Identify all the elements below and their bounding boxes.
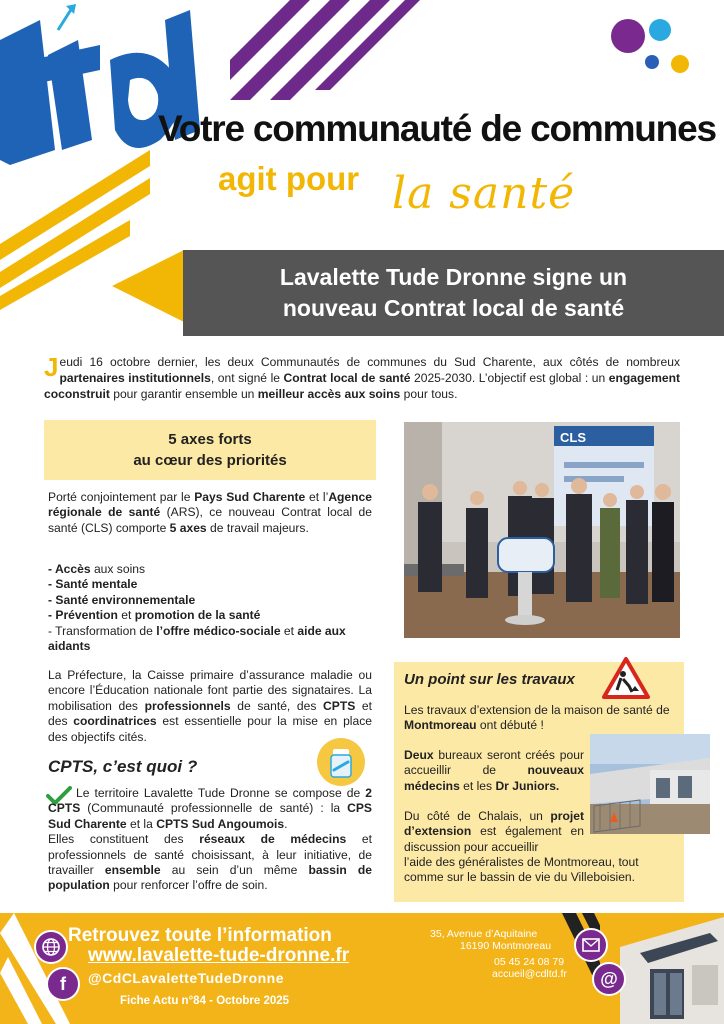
travaux-paragraph-4: l’aide des généralistes de Montmoreau, tout comme sur le bassin de vie du Villeboisien. (404, 855, 639, 885)
list-item: - Santé mentale (48, 577, 138, 592)
banner-line-1: Lavalette Tude Dronne signe un (279, 264, 628, 290)
list-item: - Accès aux soins (48, 562, 146, 576)
purple-stripes (230, 0, 420, 100)
facebook-icon[interactable]: f (46, 967, 80, 1001)
yellow-triangle (112, 250, 184, 322)
envelope-icon (582, 938, 600, 952)
drop-cap: J (44, 352, 59, 382)
axes-title-box (44, 420, 376, 480)
banner-line-2: nouveau Contrat local de santé (282, 295, 625, 321)
decorative-dots (600, 12, 710, 82)
signing-photo (404, 422, 680, 638)
agit-pour-text: agit pour (218, 160, 360, 197)
pill-bottle-icon (316, 737, 366, 787)
travaux-paragraph-2: Deux bureaux seront créés pour accueillir de nouveaux médecins et les Dr Juniors. (404, 748, 584, 793)
list-item: - Prévention et promotion de la santé (48, 608, 261, 623)
list-item: - Transformation de l’offre médico-sociale et aide aux aidants (48, 623, 346, 654)
address-line-2: 16190 Montmoreau (460, 940, 552, 952)
web-icon[interactable] (34, 930, 68, 964)
fiche-number: Fiche Actu n°84 - Octobre 2025 (120, 995, 290, 1007)
mail-icon[interactable] (574, 928, 608, 962)
at-icon[interactable]: @ (592, 962, 626, 996)
phone-number: 05 45 24 08 79 (494, 956, 565, 968)
axes-title-line-1: 5 axes forts (168, 431, 252, 448)
list-item: - Santé environnementale (48, 592, 196, 607)
prefecture-paragraph: La Préfecture, la Caisse primaire d’assurance maladie ou encore l’Éducation nationale font partie des signataires. La mobilisation des professionnels de santé, des CPTS et des coordinatrices est essentielle pour la mise en place des objectifs cités. (48, 668, 373, 744)
travaux-paragraph-1: Les travaux d’extension de la maison de santé de Montmoreau ont débuté ! (404, 703, 670, 733)
headline: Votre communauté de communes (158, 108, 716, 149)
website-link[interactable]: www.lavalette-tude-dronne.fr (88, 945, 350, 966)
social-handle[interactable]: @CdCLavaletteTudeDronne (88, 970, 285, 986)
title-banner (183, 250, 724, 336)
la-sante-text: la santé (392, 168, 576, 219)
cpts-paragraph: Le territoire Lavalette Tude Dronne se compose de 2 CPTS (Communauté professionnelle de santé) : la CPS Sud Charente et la CPTS Sud Angoumois. Elles constituent des réseaux de médecins et professionnels de santé choisissant, à leur initiative, de travailler ensemble au sein d’un même bassin de population pour renforcer l’offre de soin. (48, 786, 373, 893)
cpts-title: CPTS, c’est quoi ? (48, 757, 198, 776)
travaux-title: Un point sur les travaux (404, 671, 575, 688)
footer-tagline: Retrouvez toute l’information (68, 925, 332, 946)
axes-list (48, 562, 372, 654)
globe-icon (41, 937, 61, 957)
construction-photo (590, 734, 710, 834)
intro-paragraph: Jeudi 16 octobre dernier, les deux Communautés de communes du Sud Charente, aux côtés de nombreux partenaires institutionnels, ont signé le Contrat local de santé 2025-2030. L’objectif est global : un engagement coconstruit pour garantir ensemble un meilleur accès aux soins pour tous. (44, 352, 680, 401)
roadwork-warning-icon (601, 656, 651, 700)
travaux-paragraph-3: Du côté de Chalais, un projet d’extension est également en discussion pour accueillir (404, 809, 584, 854)
address-line-1: 35, Avenue d’Aquitaine (430, 928, 538, 940)
screen-text: CLS (560, 430, 586, 445)
axes-paragraph: Porté conjointement par le Pays Sud Charente et l’Agence régionale de santé (ARS), ce nouveau Contrat local de santé (CLS) comporte 5 axes de travail majeurs. (48, 490, 372, 535)
email-address[interactable]: accueil@cdltd.fr (492, 968, 567, 980)
axes-title-line-2: au cœur des priorités (133, 452, 287, 469)
